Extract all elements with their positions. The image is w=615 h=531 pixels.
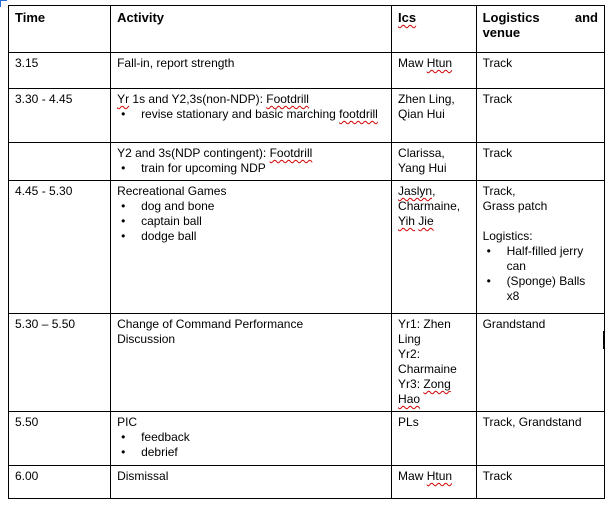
cell-ics: PLs (392, 412, 477, 466)
list-item: • feedback (117, 430, 385, 445)
cell-ics: Zhen Ling, Qian Hui (392, 89, 477, 143)
cell-time: 3.15 (9, 53, 111, 89)
schedule-table (8, 5, 605, 499)
table-row (9, 89, 605, 143)
list-item: • dog and bone (117, 199, 385, 214)
cell-venue: Track (476, 53, 604, 89)
table-header-row (9, 6, 605, 53)
cell-activity: Dismissal (111, 466, 392, 499)
table-row (9, 466, 605, 499)
cell-ics: Maw Htun (392, 466, 477, 499)
cell-ics: Yr1: Zhen Ling Yr2: Charmaine Yr3: Zong Hao (392, 314, 477, 412)
cell-venue: Track, Grass patch Logistics: • Half-filled jerry can • (Sponge) Balls x8 (476, 181, 604, 314)
cell-venue: Track, Grandstand (476, 412, 604, 466)
cell-ics: Clarissa, Yang Hui (392, 143, 477, 181)
table-row (9, 314, 605, 412)
header-ics: Ics (392, 6, 477, 53)
table-row (9, 143, 605, 181)
cell-ics: Maw Htun (392, 53, 477, 89)
header-logistics: Logistics and venue (476, 6, 604, 53)
list-item: • debrief (117, 445, 385, 460)
list-item: • train for upcoming NDP (117, 161, 385, 176)
list-item: • Half-filled jerry can (483, 244, 598, 274)
cell-activity: Yr 1s and Y2,3s(non-NDP): Footdrill • revise stationary and basic marching footdrill (111, 89, 392, 143)
cell-time: 4.45 - 5.30 (9, 181, 111, 314)
list-item: • revise stationary and basic marching footdrill (117, 107, 385, 122)
cell-venue: Track (476, 89, 604, 143)
cell-time: 6.00 (9, 466, 111, 499)
list-item: • dodge ball (117, 229, 385, 244)
table-anchor-icon[interactable] (0, 0, 7, 7)
list-item: • captain ball (117, 214, 385, 229)
header-time: Time (9, 6, 111, 53)
cell-time: 5.50 (9, 412, 111, 466)
cell-activity: Recreational Games • dog and bone • captain ball • dodge ball (111, 181, 392, 314)
cell-activity: Y2 and 3s(NDP contingent): Footdrill • train for upcoming NDP (111, 143, 392, 181)
cell-time (9, 143, 111, 181)
table-row (9, 53, 605, 89)
cell-venue: Track (476, 143, 604, 181)
cell-ics: Jaslyn, Charmaine, Yih Jie (392, 181, 477, 314)
text-cursor (603, 331, 604, 349)
list-item: • (Sponge) Balls x8 (483, 274, 598, 304)
header-activity: Activity (111, 6, 392, 53)
cell-time: 5.30 – 5.50 (9, 314, 111, 412)
cell-activity: Change of Command Performance Discussion (111, 314, 392, 412)
cell-venue: Grandstand (476, 314, 604, 412)
table-row (9, 412, 605, 466)
cell-time: 3.30 - 4.45 (9, 89, 111, 143)
cell-activity: PIC • feedback • debrief (111, 412, 392, 466)
cell-activity: Fall-in, report strength (111, 53, 392, 89)
table-row (9, 181, 605, 314)
cell-venue: Track (476, 466, 604, 499)
